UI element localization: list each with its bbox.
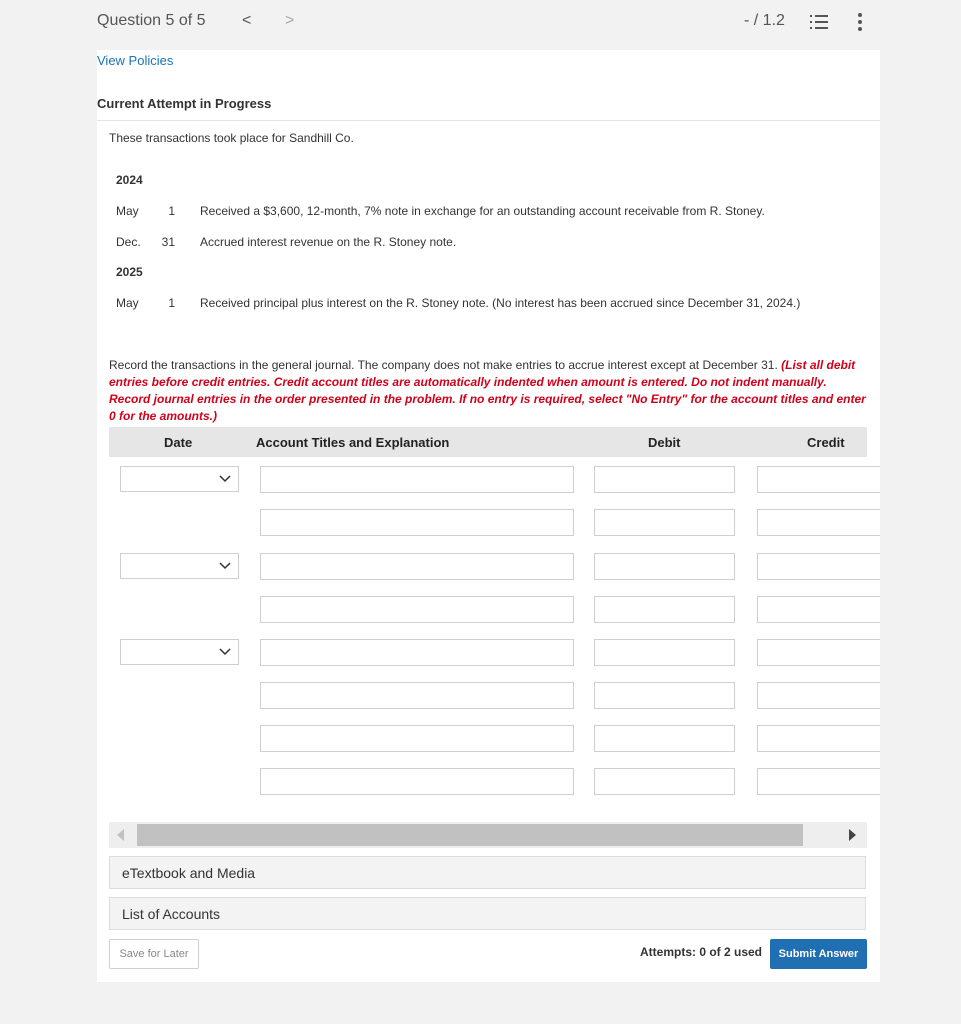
- transaction-description: Accrued interest revenue on the R. Stoney note.: [200, 235, 457, 249]
- transaction-month: May: [116, 296, 139, 310]
- horizontal-scrollbar[interactable]: [109, 822, 867, 848]
- question-list-icon[interactable]: [810, 14, 828, 30]
- account-title-input[interactable]: [260, 509, 574, 536]
- divider: [97, 120, 880, 121]
- problem-intro: These transactions took place for Sandhill Co.: [109, 131, 354, 145]
- credit-input[interactable]: [757, 596, 880, 623]
- save-for-later-button[interactable]: Save for Later: [109, 939, 199, 969]
- account-title-input[interactable]: [260, 553, 574, 580]
- attempt-status-heading: Current Attempt in Progress: [97, 96, 272, 111]
- transaction-description: Received principal plus interest on the R. Stoney note. (No interest has been accrued since December 31, 2024.): [200, 296, 801, 310]
- year-label: 2024: [116, 173, 143, 187]
- account-title-input[interactable]: [260, 682, 574, 709]
- question-panel: [97, 50, 880, 982]
- debit-input[interactable]: [594, 639, 735, 666]
- etextbook-media-label: eTextbook and Media: [122, 865, 256, 881]
- credit-input[interactable]: [757, 509, 880, 536]
- transaction-day: 1: [168, 204, 175, 218]
- date-select[interactable]: [120, 466, 239, 492]
- date-select[interactable]: [120, 553, 239, 579]
- transaction-month: Dec.: [116, 235, 141, 249]
- more-options-icon[interactable]: [856, 12, 864, 32]
- account-title-input[interactable]: [260, 768, 574, 795]
- instructions-text: Record the transactions in the general journal. The company does not make entries to accrue interest except at December 31.: [109, 358, 782, 372]
- list-of-accounts-label: List of Accounts: [122, 906, 221, 922]
- debit-input[interactable]: [594, 768, 735, 795]
- debit-column-header: Debit: [648, 435, 681, 450]
- date-select[interactable]: [120, 639, 239, 665]
- scrollbar-thumb[interactable]: [137, 824, 803, 846]
- etextbook-media-accordion[interactable]: [109, 856, 866, 889]
- view-policies-link[interactable]: View Policies: [97, 53, 174, 68]
- account-title-input[interactable]: [260, 596, 574, 623]
- transaction-day: 1: [168, 296, 175, 310]
- year-label: 2025: [116, 265, 143, 279]
- account-title-input[interactable]: [260, 639, 574, 666]
- chevron-down-icon: [219, 562, 231, 570]
- debit-input[interactable]: [594, 596, 735, 623]
- question-score: - / 1.2: [744, 12, 785, 29]
- debit-input[interactable]: [594, 553, 735, 580]
- chevron-down-icon: [219, 648, 231, 656]
- account-title-input[interactable]: [260, 725, 574, 752]
- account-title-input[interactable]: [260, 466, 574, 493]
- account-column-header: Account Titles and Explanation: [256, 435, 450, 450]
- chevron-down-icon: [219, 475, 231, 483]
- debit-input[interactable]: [594, 682, 735, 709]
- credit-input[interactable]: [757, 639, 880, 666]
- instructions: [109, 357, 869, 425]
- question-counter: Question 5 of 5: [97, 12, 206, 29]
- transaction-description: Received a $3,600, 12-month, 7% note in exchange for an outstanding account receivable from R. Stoney.: [200, 204, 765, 218]
- credit-input[interactable]: [757, 466, 880, 493]
- journal-table-header: [109, 427, 867, 457]
- credit-input[interactable]: [757, 768, 880, 795]
- credit-column-header: Credit: [807, 435, 845, 450]
- next-question-button[interactable]: >: [285, 12, 295, 29]
- submit-answer-button[interactable]: Submit Answer: [770, 939, 867, 969]
- debit-input[interactable]: [594, 466, 735, 493]
- date-column-header: Date: [164, 435, 193, 450]
- transaction-month: May: [116, 204, 139, 218]
- debit-input[interactable]: [594, 509, 735, 536]
- list-of-accounts-accordion[interactable]: [109, 897, 866, 930]
- credit-input[interactable]: [757, 725, 880, 752]
- debit-input[interactable]: [594, 725, 735, 752]
- credit-input[interactable]: [757, 553, 880, 580]
- top-bar: [0, 0, 961, 50]
- attempts-counter: Attempts: 0 of 2 used: [640, 945, 763, 959]
- scroll-left-icon[interactable]: [117, 829, 124, 841]
- transaction-day: 31: [161, 235, 175, 249]
- instructions-note: (List all debit entries before credit entries. Credit account titles are automatically indented when amount is entered. Do not indent manually. Record journal entries in the order presented in the problem. If no entry is required, select "No Entry" for the account titles and enter 0 for the amounts.): [109, 358, 866, 423]
- previous-question-button[interactable]: <: [242, 12, 252, 29]
- credit-input[interactable]: [757, 682, 880, 709]
- scroll-right-icon[interactable]: [849, 829, 856, 841]
